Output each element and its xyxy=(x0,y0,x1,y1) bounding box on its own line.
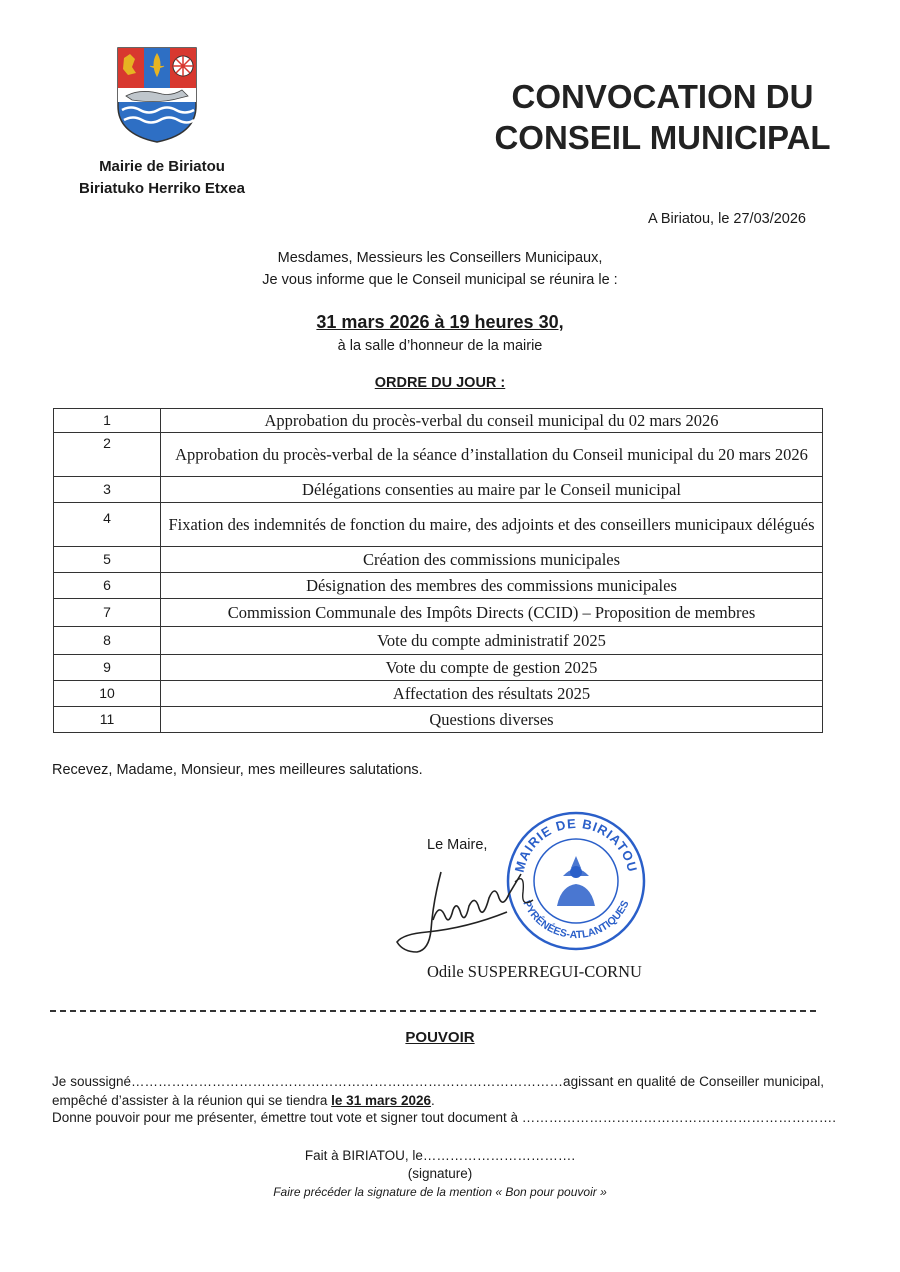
item-text: Fixation des indemnités de fonction du maire, des adjoints et des conseillers municipaux délégués xyxy=(161,503,823,547)
table-row xyxy=(54,503,823,547)
table-row xyxy=(54,655,823,681)
seal-bottom-text: PYRÉNÉES-ATLANTIQUES xyxy=(520,898,632,942)
page-title xyxy=(440,76,885,158)
pouvoir-title: POUVOIR xyxy=(405,1029,475,1046)
cut-line-divider xyxy=(50,1010,816,1012)
date-line: A Biriatou, le 27/03/2026 xyxy=(647,211,806,227)
item-number: 8 xyxy=(54,627,161,655)
item-number: 2 xyxy=(54,433,161,477)
agenda-heading: ORDRE DU JOUR : xyxy=(374,375,506,391)
item-text: Désignation des membres des commissions municipales xyxy=(161,573,823,599)
title-line-1: CONVOCATION DU xyxy=(511,78,814,115)
table-row xyxy=(54,409,823,433)
signature-mention-note: Faire précéder la signature de la mention « Bon pour pouvoir » xyxy=(273,1185,607,1199)
closing-salutation: Recevez, Madame, Monsieur, mes meilleures salutations. xyxy=(52,762,423,778)
item-text: Création des commissions municipales xyxy=(161,547,823,573)
mairie-name-fr: Mairie de Biriatou xyxy=(99,158,225,175)
item-text: Affectation des résultats 2025 xyxy=(161,681,823,707)
item-number: 6 xyxy=(54,573,161,599)
table-row xyxy=(54,547,823,573)
item-text: Commission Communale des Impôts Directs (CCID) – Proposition de membres xyxy=(161,599,823,627)
item-number: 4 xyxy=(54,503,161,547)
item-number: 10 xyxy=(54,681,161,707)
intro-line-1: Mesdames, Messieurs les Conseillers Municipaux, xyxy=(277,250,603,266)
item-number: 1 xyxy=(54,409,161,433)
item-number: 9 xyxy=(54,655,161,681)
intro-line-2: Je vous informe que le Conseil municipal se réunira le : xyxy=(262,272,618,288)
proxy-meeting-date: le 31 mars 2026 xyxy=(331,1093,432,1108)
meeting-location: à la salle d’honneur de la mairie xyxy=(337,338,543,354)
proxy-statement xyxy=(52,1072,824,1110)
table-row xyxy=(54,627,823,655)
table-row xyxy=(54,681,823,707)
item-text: Approbation du procès-verbal de la séance d’installation du Conseil municipal du 20 mars 2026 xyxy=(161,433,823,477)
proxy-statement-text: Je soussigné……………………………………………………………………………………agissant en qualité de Conseiller municipal, empêché d’assister à la réunion qui se tiendra xyxy=(52,1074,824,1108)
signatory-title: Le Maire, xyxy=(427,837,488,853)
table-row xyxy=(54,707,823,733)
item-text: Vote du compte administratif 2025 xyxy=(161,627,823,655)
seal-top-text: MAIRIE DE BIRIATOU xyxy=(511,815,641,874)
fait-a-line: Fait à BIRIATOU, le……………………………. xyxy=(304,1148,576,1163)
item-text: Questions diverses xyxy=(161,707,823,733)
proxy-statement-end: . xyxy=(431,1093,435,1108)
table-row xyxy=(54,433,823,477)
item-number: 3 xyxy=(54,477,161,503)
biriatou-coat-of-arms-icon xyxy=(116,46,198,144)
mayor-name: Odile SUSPERREGUI-CORNU xyxy=(427,962,642,981)
title-line-2: CONSEIL MUNICIPAL xyxy=(494,119,831,156)
item-text: Vote du compte de gestion 2025 xyxy=(161,655,823,681)
meeting-date: 31 mars 2026 à 19 heures 30, xyxy=(316,312,564,332)
item-number: 11 xyxy=(54,707,161,733)
item-number: 7 xyxy=(54,599,161,627)
mayor-signature xyxy=(393,860,563,965)
table-row xyxy=(54,573,823,599)
mairie-name-eu: Biriatuko Herriko Etxea xyxy=(79,180,245,197)
item-text: Délégations consenties au maire par le Conseil municipal xyxy=(161,477,823,503)
signature-label: (signature) xyxy=(407,1166,473,1181)
table-row xyxy=(54,599,823,627)
proxy-grant-line: Donne pouvoir pour me présenter, émettre tout vote et signer tout document à ……………………………………………………………. xyxy=(52,1110,837,1125)
item-text: Approbation du procès-verbal du conseil municipal du 02 mars 2026 xyxy=(161,409,823,433)
table-row xyxy=(54,477,823,503)
item-number: 5 xyxy=(54,547,161,573)
agenda-table xyxy=(53,408,823,733)
